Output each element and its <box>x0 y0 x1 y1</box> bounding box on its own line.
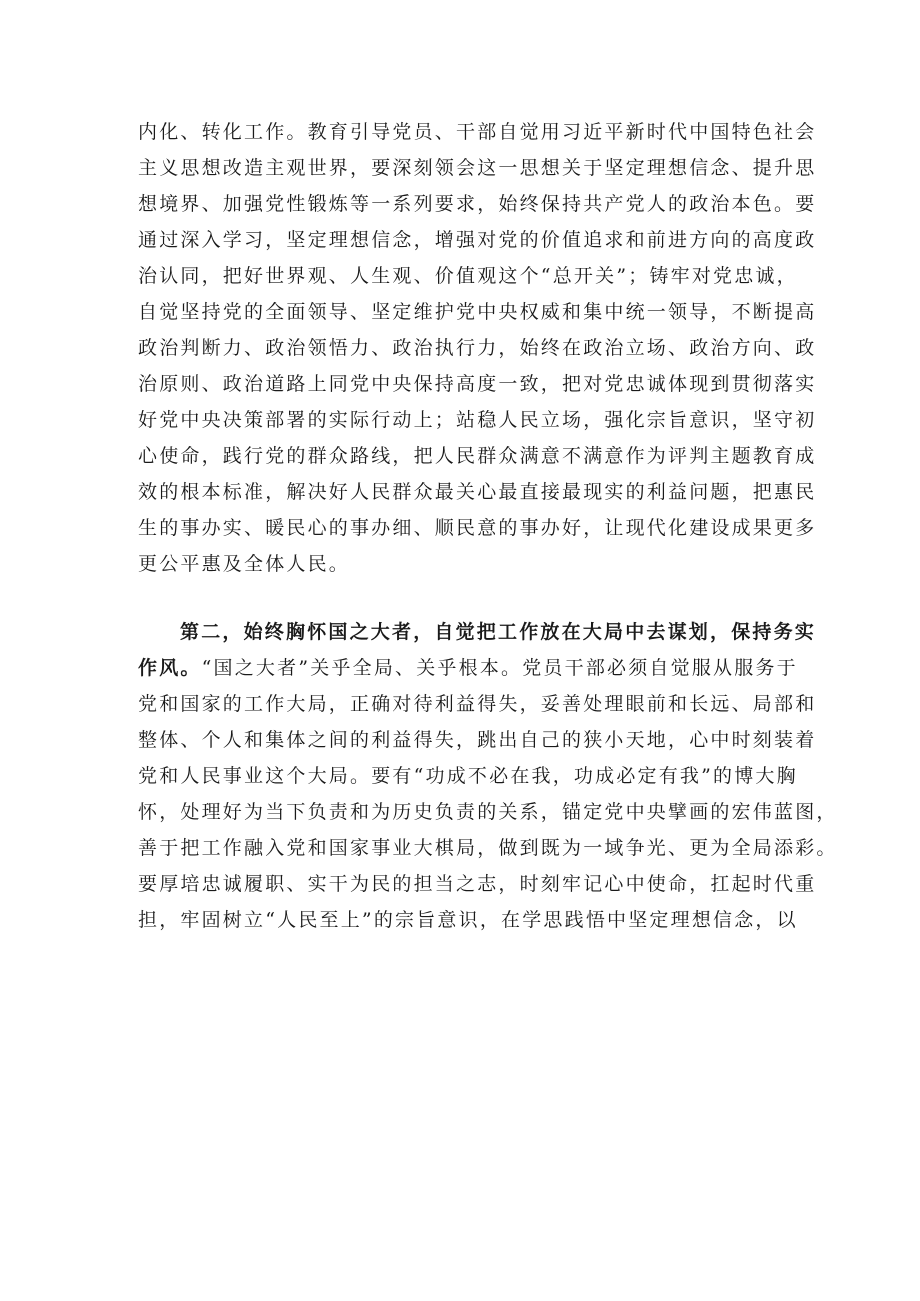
paragraph-1-line: 治原则、政治道路上同党中央保持高度一致，把对党忠诚体现到贯彻落实 <box>138 373 817 395</box>
paragraph-1-line: 主义思想改造主观世界，要深刻领会这一思想关于坚定理想信念、提升思 <box>138 157 817 179</box>
paragraph-2-line-text: “国之大者”关乎全局、关乎根本。党员干部必须自觉服从服务于 <box>201 657 798 679</box>
paragraph-2-line: 党和人民事业这个大局。要有“功成不必在我，功成必定有我”的博大胸 <box>138 765 798 787</box>
paragraph-2-line: 善于把工作融入党和国家事业大棋局，做到既为一域争光、更为全局添彩。 <box>138 837 838 859</box>
paragraph-1-line: 想境界、加强党性锻炼等一系列要求，始终保持共产党人的政治本色。要 <box>138 193 817 215</box>
paragraph-1-line: 效的根本标准，解决好人民群众最关心最直接最现实的利益问题，把惠民 <box>138 481 817 503</box>
paragraph-2-line: 要厚培忠诚履职、实干为民的担当之志，时刻牢记心中使命，扛起时代重 <box>138 873 817 895</box>
paragraph-1-line: 自觉坚持党的全面领导、坚定维护党中央权威和集中统一领导，不断提高 <box>138 301 817 323</box>
paragraph-1-line: 政治判断力、政治领悟力、政治执行力，始终在政治立场、政治方向、政 <box>138 337 817 359</box>
paragraph-2-line: 整体、个人和集体之间的利益得失，跳出自己的狭小天地，心中时刻装着 <box>138 729 817 751</box>
paragraph-2-line: 怀，处理好为当下负责和为历史负责的关系，锚定党中央擘画的宏伟蓝图， <box>138 801 838 823</box>
paragraph-1-line: 好党中央决策部署的实际行动上；站稳人民立场，强化宗旨意识，坚守初 <box>138 409 817 431</box>
paragraph-1-line: 心使命，践行党的群众路线，把人民群众满意不满意作为评判主题教育成 <box>138 445 817 467</box>
paragraph-2-line: 担，牢固树立“人民至上”的宗旨意识，在学思践悟中坚定理想信念，以 <box>138 909 798 931</box>
paragraph-2-heading-end: 作风。 <box>138 657 202 679</box>
paragraph-1-line: 治认同，把好世界观、人生观、价值观这个“总开关”；铸牢对党忠诚， <box>138 265 798 287</box>
paragraph-2-line <box>138 653 798 683</box>
paragraph-1-line: 生的事办实、暖民心的事办细、顺民意的事办好，让现代化建设成果更多 <box>138 517 817 539</box>
paragraph-2-heading: 第二，始终胸怀国之大者，自觉把工作放在大局中去谋划，保持务实 <box>180 621 817 643</box>
paragraph-1-line: 通过深入学习，坚定理想信念，增强对党的价值追求和前进方向的高度政 <box>138 229 817 251</box>
paragraph-2-line: 党和国家的工作大局，正确对待利益得失，妥善处理眼前和长远、局部和 <box>138 693 817 715</box>
paragraph-1-line: 更公平惠及全体人民。 <box>138 553 351 575</box>
paragraph-1-line: 内化、转化工作。教育引导党员、干部自觉用习近平新时代中国特色社会 <box>138 121 817 143</box>
